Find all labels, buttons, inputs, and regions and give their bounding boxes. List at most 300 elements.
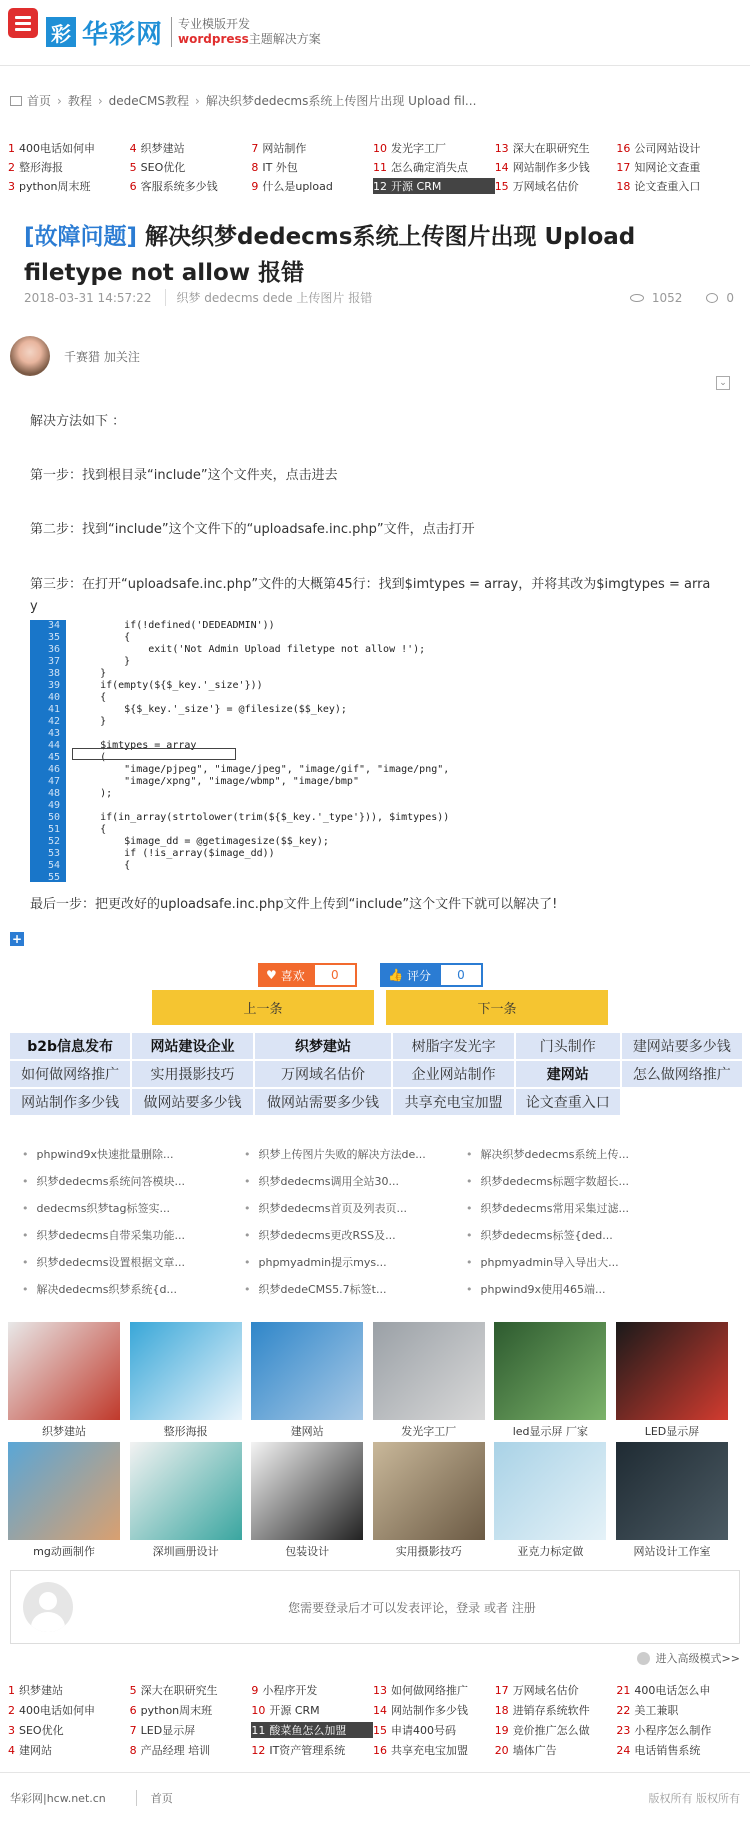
gallery-item[interactable] (8, 1322, 120, 1439)
keyword-text: 400电话如何申 (19, 141, 95, 155)
tag-row (9, 1032, 743, 1060)
top-keyword-grid (8, 138, 738, 195)
code-line: "image/pjpeg", "image/jpeg", "image/gif", "image/png", (76, 764, 450, 775)
gallery-caption[interactable]: 网站设计工作室 (633, 1545, 711, 1558)
related-link[interactable]: • 织梦dedecms常用采集过滤... (466, 1200, 688, 1216)
keyword-text: LED显示屏 (140, 1724, 196, 1737)
keyword-text: 进销存系统软件 (512, 1704, 590, 1717)
keyword-text: 产品经理 培训 (140, 1744, 211, 1757)
related-link[interactable]: • 织梦dedecms自带采集功能... (22, 1227, 244, 1243)
tag-link[interactable]: 网站制作多少钱 (9, 1088, 131, 1116)
code-line-number: 39 (47, 680, 60, 691)
related-link[interactable]: • 解决dedecms织梦系统{d... (22, 1281, 244, 1297)
code-line: { (76, 824, 107, 835)
footer-copyright: 版权所有 版权所有 (648, 1791, 740, 1805)
keyword-link[interactable] (495, 1722, 617, 1738)
keyword-rank: 1 (8, 1684, 15, 1697)
heart-icon: ♥ (266, 968, 277, 982)
keyword-link[interactable] (130, 1702, 252, 1718)
article-paragraph: 第一步：找到根目录“include”这个文件夹，点击进去 (30, 468, 338, 483)
gallery-thumbnail[interactable] (251, 1442, 363, 1540)
keyword-link[interactable] (251, 1702, 373, 1718)
code-line-number: 43 (47, 728, 60, 739)
keyword-text: IT 外包 (262, 160, 298, 174)
keyword-rank: 17 (494, 1684, 509, 1697)
keyword-link[interactable] (616, 159, 738, 175)
keyword-row (8, 1680, 738, 1700)
breadcrumb-dedecms[interactable]: dedeCMS教程 (108, 94, 190, 108)
article-paragraph: 第二步：找到“include”这个文件下的“uploadsafe.inc.php”文件，点击打开 (30, 522, 475, 537)
keyword-rank: 1 (8, 141, 15, 155)
keyword-link[interactable] (373, 1702, 495, 1718)
keyword-text: 墙体广告 (512, 1744, 557, 1757)
keyword-link[interactable] (251, 1742, 373, 1758)
keyword-rank: 18 (494, 1704, 509, 1717)
keyword-link[interactable] (616, 1682, 738, 1698)
keyword-rank: 15 (494, 179, 509, 193)
keyword-link[interactable] (495, 1682, 617, 1698)
gallery-thumbnail[interactable] (130, 1442, 242, 1540)
gallery-caption[interactable]: 实用摄影技巧 (395, 1545, 462, 1558)
tag-link[interactable]: 网站建设企业 (131, 1032, 253, 1060)
keyword-rank: 21 (616, 1684, 631, 1697)
code-line (76, 800, 449, 812)
keyword-link[interactable] (8, 140, 130, 156)
code-line-number: 53 (47, 848, 60, 859)
keyword-rank: 13 (494, 141, 509, 155)
keyword-link[interactable] (373, 1742, 495, 1758)
image-gallery-row (8, 1442, 728, 1559)
image-gallery-row (8, 1322, 728, 1439)
article-paragraph: 最后一步：把更改好的uploadsafe.inc.php文件上传到“include”这个文件下就可以解决了! (30, 897, 558, 912)
related-link[interactable]: • 织梦dedecms标签{ded... (466, 1227, 688, 1243)
keyword-text: 小程序开发 (262, 1684, 318, 1697)
footer-site[interactable]: 华彩网|hcw.net.cn (10, 1791, 106, 1805)
keyword-link[interactable] (616, 1722, 738, 1738)
tag-link[interactable]: 建网站 (515, 1060, 621, 1088)
keyword-rank: 2 (8, 1704, 15, 1717)
keyword-text: SEO优化 (19, 1724, 64, 1737)
keyword-row (8, 1740, 738, 1760)
gallery-caption[interactable]: 织梦建站 (42, 1425, 86, 1438)
gallery-thumbnail[interactable] (494, 1322, 606, 1420)
keyword-rank: 8 (129, 1744, 137, 1757)
user-avatar (23, 1582, 73, 1632)
keyword-link[interactable] (130, 140, 252, 156)
keyword-text: 论文查重入口 (634, 179, 701, 193)
author-block (10, 336, 140, 376)
gallery-thumbnail[interactable] (8, 1322, 120, 1420)
logo-name: 华彩网 (82, 19, 164, 50)
keyword-link[interactable] (373, 140, 495, 156)
code-line: $imtypes = array (76, 740, 197, 751)
tag-row (9, 1060, 743, 1088)
keyword-link[interactable] (130, 1722, 252, 1738)
keyword-text: 发光字工厂 (391, 141, 447, 155)
code-line-number: 46 (47, 764, 60, 775)
breadcrumb (10, 92, 476, 109)
gallery-caption[interactable]: LED显示屏 (644, 1425, 700, 1438)
keyword-rank: 10 (251, 1704, 266, 1717)
code-line-number: 45 (47, 752, 60, 763)
keyword-link[interactable] (8, 1722, 130, 1738)
keyword-link[interactable] (616, 1702, 738, 1718)
keyword-rank: 13 (373, 1684, 388, 1697)
keyword-rank: 7 (129, 1724, 137, 1737)
tag-link[interactable]: 做网站需要多少钱 (254, 1088, 393, 1116)
rate-button[interactable] (380, 963, 439, 987)
related-link[interactable]: • dedecms织梦tag标签实... (22, 1200, 244, 1216)
chevron-right-icon: › (97, 93, 103, 108)
code-line-number: 35 (47, 632, 60, 643)
related-link[interactable]: • 织梦dedecms标题字数超长... (466, 1173, 688, 1189)
code-line-number: 49 (47, 800, 60, 811)
related-link[interactable]: • 织梦dedecms设置根据文章... (22, 1254, 244, 1270)
gallery-item[interactable] (494, 1322, 606, 1439)
keyword-link[interactable] (8, 1702, 130, 1718)
smile-icon (637, 1652, 650, 1665)
keyword-link[interactable] (251, 178, 373, 194)
keyword-link[interactable] (8, 178, 130, 194)
tag-link[interactable]: 企业网站制作 (392, 1060, 514, 1088)
keyword-link[interactable] (373, 1682, 495, 1698)
keyword-text: 万网域名估价 (512, 179, 579, 193)
keyword-text: 开源 CRM (391, 179, 442, 193)
tag-link[interactable]: 树脂字发光字 (392, 1032, 514, 1060)
keyword-rank: 5 (129, 1684, 137, 1697)
code-line-number: 44 (47, 740, 60, 751)
related-link[interactable]: • 织梦dedeCMS5.7标签t... (244, 1281, 466, 1297)
code-line-number: 34 (47, 620, 60, 631)
keyword-text: 网站制作 (262, 141, 307, 155)
keyword-text: 开源 CRM (269, 1704, 320, 1717)
keyword-link[interactable] (8, 1742, 130, 1758)
article-tags[interactable]: 织梦 dedecms dede 上传图片 报错 (165, 289, 372, 306)
views-count: 1052 (651, 290, 683, 305)
keyword-rank: 3 (8, 179, 15, 193)
related-link[interactable]: • phpwind9x快速批量删除... (22, 1146, 244, 1162)
keyword-rank: 11 (373, 160, 388, 174)
code-line: if(in_array(strtolower(trim(${$_key.'_type'})), $imtypes)) (76, 812, 450, 823)
gallery-item[interactable] (616, 1322, 728, 1439)
keyword-text: 竞价推广怎么做 (512, 1724, 590, 1737)
related-link[interactable]: • 织梦dedecms更改RSS及... (244, 1227, 466, 1243)
gallery-item[interactable] (251, 1322, 363, 1439)
keyword-rank: 4 (8, 1744, 15, 1757)
gallery-item[interactable] (130, 1322, 242, 1439)
thumbs-up-icon: 👍 (388, 968, 403, 982)
related-link[interactable]: • 解决织梦dedecms系统上传... (466, 1146, 688, 1162)
keyword-rank: 2 (8, 160, 15, 174)
keyword-rank: 9 (251, 1684, 259, 1697)
tagline-rest: 主题解决方案 (248, 32, 321, 46)
keyword-text: 万网域名估价 (512, 1684, 579, 1697)
tag-link[interactable]: 建网站要多少钱 (621, 1032, 743, 1060)
keyword-text: 酸菜鱼怎么加盟 (269, 1724, 347, 1737)
keyword-text: 深大在职研究生 (512, 141, 590, 155)
tag-link[interactable]: 门头制作 (515, 1032, 621, 1060)
code-line: ( (76, 752, 107, 763)
gallery-thumbnail[interactable] (8, 1442, 120, 1540)
keyword-link[interactable] (8, 1682, 130, 1698)
code-line (76, 728, 449, 740)
code-screenshot (30, 620, 470, 882)
tag-link[interactable]: 怎么做网络推广 (621, 1060, 743, 1088)
bottom-keyword-grid (8, 1680, 738, 1760)
next-button[interactable]: 下一条 (386, 990, 608, 1025)
keyword-rank: 24 (616, 1744, 631, 1757)
tag-link[interactable]: 如何做网络推广 (9, 1060, 131, 1088)
keyword-row (8, 138, 738, 157)
breadcrumb-tutorial[interactable]: 教程 (67, 94, 92, 108)
related-row (22, 1140, 738, 1167)
article-paragraph: 解决方法如下 ： (30, 414, 126, 429)
tag-link[interactable]: 实用摄影技巧 (131, 1060, 253, 1088)
keyword-link[interactable] (251, 140, 373, 156)
advanced-mode-link[interactable]: 进入高级模式>> (655, 1652, 740, 1665)
gallery-thumbnail[interactable] (251, 1322, 363, 1420)
breadcrumb-current: 解决织梦dedecms系统上传图片出现 Upload fil... (205, 94, 477, 108)
gallery-caption[interactable]: 发光字工厂 (401, 1425, 457, 1438)
article-title-text: 解决织梦dedecms系统上传图片出现 Upload filetype not allow 报错 (24, 224, 636, 286)
keyword-text: 网站制作多少钱 (391, 1704, 469, 1717)
code-line: ${$_key.'_size'} = @filesize($$_key); (76, 704, 347, 715)
keyword-link[interactable] (130, 159, 252, 175)
code-line: } (76, 716, 107, 727)
keyword-text: 什么是upload (262, 179, 333, 193)
logo-mark: 彩 (46, 17, 76, 47)
gallery-item[interactable] (373, 1322, 485, 1439)
keyword-link[interactable] (373, 1722, 495, 1738)
tagline-line2 (178, 32, 321, 47)
keyword-rank: 20 (494, 1744, 509, 1757)
code-line: } (76, 668, 107, 679)
menu-icon[interactable] (8, 8, 38, 38)
tag-link[interactable]: 共享充电宝加盟 (392, 1088, 514, 1116)
article-meta (24, 289, 734, 306)
code-line: $image_dd = @getimagesize($$_key); (76, 836, 329, 847)
keyword-link[interactable] (616, 140, 738, 156)
keyword-text: 美工兼职 (634, 1704, 679, 1717)
code-line-number: 54 (47, 860, 60, 871)
logo-tagline (171, 17, 321, 47)
keyword-link[interactable] (616, 178, 738, 194)
tag-link[interactable]: 织梦建站 (254, 1032, 393, 1060)
gallery-item[interactable] (373, 1442, 485, 1559)
gallery-item[interactable] (130, 1442, 242, 1559)
prev-button[interactable]: 上一条 (152, 990, 374, 1025)
code-line: ); (76, 788, 113, 799)
author-avatar[interactable] (10, 336, 50, 376)
keyword-text: 电话销售系统 (634, 1744, 701, 1757)
like-label: 喜欢 (280, 968, 305, 983)
keyword-text: 共享充电宝加盟 (391, 1744, 469, 1757)
keyword-link[interactable] (8, 159, 130, 175)
keyword-rank: 12 (373, 179, 388, 193)
article-paragraph: 第三步：在打开“uploadsafe.inc.php”文件的大概第45行：找到$imtypes = array，并将其改为$imgtypes = arra (30, 577, 711, 592)
code-line-number: 37 (47, 656, 60, 667)
gallery-caption[interactable]: 整形海报 (163, 1425, 208, 1438)
article-date: 2018-03-31 14:57:22 (24, 290, 152, 305)
related-link[interactable]: • 织梦dedecms系统问答模块... (22, 1173, 244, 1189)
keyword-rank: 16 (616, 141, 631, 155)
code-line: { (76, 860, 131, 871)
keyword-text: 公司网站设计 (634, 141, 701, 155)
keyword-link[interactable] (495, 140, 617, 156)
keyword-link[interactable] (495, 1702, 617, 1718)
like-button[interactable] (258, 963, 313, 987)
chevron-right-icon: › (195, 93, 200, 108)
comment-icon (706, 293, 718, 303)
gallery-item[interactable] (494, 1442, 606, 1559)
keyword-text: 织梦建站 (19, 1684, 63, 1697)
keyword-link[interactable] (251, 1722, 373, 1738)
comments-count: 0 (726, 290, 734, 305)
keyword-rank: 11 (251, 1724, 266, 1737)
keyword-text: SEO优化 (140, 160, 186, 174)
keyword-rank: 6 (129, 1704, 137, 1717)
keyword-link[interactable] (373, 178, 495, 194)
related-articles (22, 1140, 738, 1302)
related-link[interactable]: • phpmyadmin导入导出大... (466, 1254, 688, 1270)
keyword-text: 网站制作多少钱 (512, 160, 590, 174)
keyword-rank: 3 (8, 1724, 15, 1737)
article-title (24, 219, 734, 291)
keyword-link[interactable] (130, 178, 252, 194)
breadcrumb-home[interactable]: 首页 (27, 94, 52, 108)
gallery-caption[interactable]: 建网站 (290, 1425, 324, 1438)
keyword-text: 建网站 (19, 1744, 52, 1757)
keyword-link[interactable] (495, 159, 617, 175)
keyword-rank: 22 (616, 1704, 631, 1717)
article-paragraph: y (30, 599, 38, 614)
eye-icon (630, 294, 644, 302)
code-body (66, 620, 449, 882)
rate-widget (380, 963, 483, 987)
gallery-thumbnail[interactable] (494, 1442, 606, 1540)
keyword-rank: 16 (373, 1744, 388, 1757)
keyword-rank: 18 (616, 179, 631, 193)
related-link[interactable]: • 织梦上传图片失败的解决方法de... (244, 1146, 466, 1162)
keyword-rank: 8 (251, 160, 259, 174)
gallery-thumbnail[interactable] (616, 1442, 728, 1540)
related-row (22, 1194, 738, 1221)
keyword-link[interactable] (373, 159, 495, 175)
keyword-text: 整形海报 (19, 160, 63, 174)
code-line-number: 40 (47, 692, 60, 703)
gallery-item[interactable] (251, 1442, 363, 1559)
gallery-caption[interactable]: 深圳画册设计 (152, 1545, 219, 1558)
related-link[interactable]: • 织梦dedecms首页及列表页... (244, 1200, 466, 1216)
keyword-text: 织梦建站 (140, 141, 185, 155)
gallery-thumbnail[interactable] (130, 1322, 242, 1420)
keyword-rank: 10 (373, 141, 388, 155)
keyword-rank: 14 (373, 1704, 388, 1717)
code-line: "image/xpng", "image/wbmp", "image/bmp" (76, 776, 359, 787)
code-line-number: 50 (47, 812, 60, 823)
gallery-caption[interactable]: led显示屏 厂家 (512, 1425, 589, 1438)
keyword-text: 小程序怎么制作 (634, 1724, 712, 1737)
tag-link[interactable]: 万网域名估价 (254, 1060, 393, 1088)
like-widget (258, 963, 357, 987)
gallery-item[interactable] (8, 1442, 120, 1559)
tag-link[interactable]: 论文查重入口 (515, 1088, 621, 1116)
tag-link[interactable]: 做网站要多少钱 (131, 1088, 253, 1116)
keyword-rank: 19 (494, 1724, 509, 1737)
gallery-caption[interactable]: 包装设计 (285, 1545, 330, 1558)
code-line-number: 52 (47, 836, 60, 847)
gallery-thumbnail[interactable] (373, 1442, 485, 1540)
advanced-mode[interactable] (637, 1650, 740, 1666)
keyword-rank: 23 (616, 1724, 631, 1737)
related-link[interactable]: • phpwind9x使用465端... (466, 1281, 688, 1297)
related-row (22, 1167, 738, 1194)
keyword-link[interactable] (130, 1742, 252, 1758)
site-footer (0, 1772, 750, 1822)
keyword-rank: 14 (494, 160, 509, 174)
gallery-caption[interactable]: 亚克力标定做 (517, 1545, 584, 1558)
related-row (22, 1275, 738, 1302)
related-link[interactable]: • phpmyadmin提示mys... (244, 1254, 466, 1270)
gallery-item[interactable] (616, 1442, 728, 1559)
like-count: 0 (313, 963, 357, 987)
keyword-link[interactable] (251, 159, 373, 175)
chevron-down-icon[interactable]: ⌄ (716, 376, 730, 390)
code-line-number: 41 (47, 704, 60, 715)
keyword-rank: 17 (616, 160, 631, 174)
code-line-number: 42 (47, 716, 60, 727)
keyword-link[interactable] (616, 1742, 738, 1758)
site-logo[interactable] (46, 12, 321, 52)
code-highlight-box (72, 748, 236, 760)
author-name[interactable]: 千赛猎 加关注 (64, 349, 140, 364)
code-line-number: 47 (47, 776, 60, 787)
keyword-link[interactable] (495, 178, 617, 194)
code-line: } (76, 656, 131, 667)
gallery-thumbnail[interactable] (616, 1322, 728, 1420)
tag-cloud-table (8, 1031, 744, 1117)
code-line: if(!defined('DEDEADMIN')) (76, 620, 275, 631)
rate-count: 0 (439, 963, 483, 987)
keyword-link[interactable] (251, 1682, 373, 1698)
related-row (22, 1221, 738, 1248)
related-link[interactable]: • 织梦dedecms调用全站30... (244, 1173, 466, 1189)
article-category[interactable]: [故障问题] (24, 224, 138, 250)
code-line-numbers (30, 620, 66, 882)
code-line-number: 55 (47, 872, 60, 883)
code-line-number: 38 (47, 668, 60, 679)
tag-row (9, 1088, 743, 1116)
keyword-text: 申请400号码 (391, 1724, 457, 1737)
keyword-link[interactable] (495, 1742, 617, 1758)
footer-home[interactable]: 首页 (136, 1790, 173, 1806)
keyword-link[interactable] (130, 1682, 252, 1698)
keyword-rank: 15 (373, 1724, 388, 1737)
keyword-rank: 9 (251, 179, 259, 193)
keyword-text: 400电话如何申 (19, 1704, 95, 1717)
gallery-caption[interactable]: mg动画制作 (33, 1545, 95, 1558)
keyword-text: 如何做网络推广 (391, 1684, 469, 1697)
keyword-rank: 4 (129, 141, 137, 155)
keyword-rank: 7 (251, 141, 259, 155)
comment-login-prompt[interactable]: 您需要登录后才可以发表评论，登录 或者 注册 (288, 1600, 536, 1615)
code-line-number: 36 (47, 644, 60, 655)
code-line: if(empty(${$_key.'_size'})) (76, 680, 263, 691)
plus-icon[interactable]: + (11, 932, 23, 946)
tagline-brand: wordpress (178, 32, 249, 46)
gallery-thumbnail[interactable] (373, 1322, 485, 1420)
tag-link[interactable]: b2b信息发布 (9, 1032, 131, 1060)
